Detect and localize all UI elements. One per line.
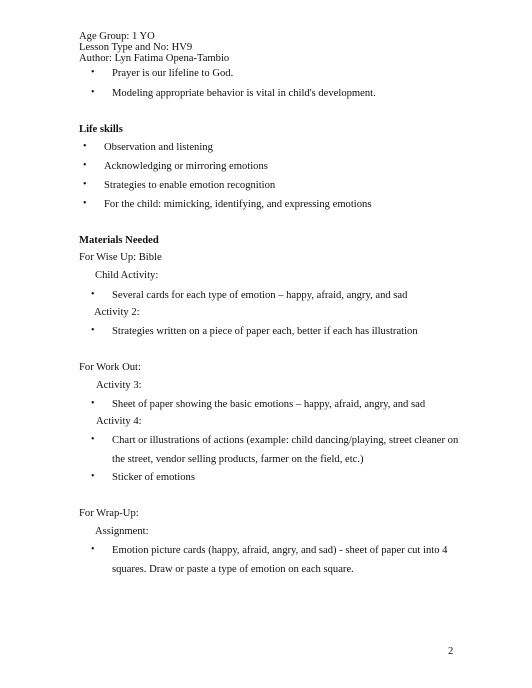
materials-heading: Materials Needed [79,235,159,246]
list-item-text: Modeling appropriate behavior is vital in child's development. [112,88,376,99]
age-group: Age Group: 1 YO [79,31,155,42]
bullet-icon: • [91,544,95,555]
list-item-text: For the child: mimicking, identifying, and expressing emotions [104,199,372,210]
list-item-text: Observation and listening [104,142,213,153]
list-item-text: Sheet of paper showing the basic emotions – happy, afraid, angry, and sad [112,399,426,410]
bullet-icon: • [91,471,95,482]
list-item-text: Sticker of emotions [112,472,195,483]
list-item-text: Acknowledging or mirroring emotions [104,161,268,172]
child-activity-label: Child Activity: [95,270,159,281]
author: Author: Lyn Fatima Opena-Tambio [79,53,230,64]
life-skills-heading: Life skills [79,124,123,135]
bullet-icon: • [91,289,95,300]
lesson-type: Lesson Type and No: HV9 [79,42,193,53]
activity-3-label: Activity 3: [96,380,142,391]
bullet-icon: • [91,87,95,98]
bullet-icon: • [91,325,95,336]
bullet-icon: • [83,179,87,190]
bullet-icon: • [91,398,95,409]
list-item-text: Prayer is our lifeline to God. [112,68,234,79]
bullet-icon: • [91,434,95,445]
activity-2-label: Activity 2: [94,307,140,318]
list-item-text: Chart or illustrations of actions (example: child dancing/playing, street cleaner on [112,435,459,446]
list-item-text: Strategies written on a piece of paper each, better if each has illustration [112,326,418,337]
list-item-text: Several cards for each type of emotion – happy, afraid, angry, and sad [112,290,408,301]
activity-4-label: Activity 4: [96,416,142,427]
bullet-icon: • [91,67,95,78]
bullet-icon: • [83,160,87,171]
assignment-label: Assignment: [95,526,149,537]
wrap-up-label: For Wrap-Up: [79,508,139,519]
bullet-icon: • [83,141,87,152]
page-number: 2 [448,646,454,657]
bullet-icon: • [83,198,87,209]
work-out-label: For Work Out: [79,362,141,373]
wise-up-label: For Wise Up: Bible [79,252,162,263]
list-item-text: Strategies to enable emotion recognition [104,180,276,191]
list-item-continuation: squares. Draw or paste a type of emotion on each square. [112,564,354,575]
list-item-continuation: the street, vendor selling products, farmer on the field, etc.) [112,454,364,465]
list-item-text: Emotion picture cards (happy, afraid, angry, and sad) - sheet of paper cut into 4 [112,545,448,556]
